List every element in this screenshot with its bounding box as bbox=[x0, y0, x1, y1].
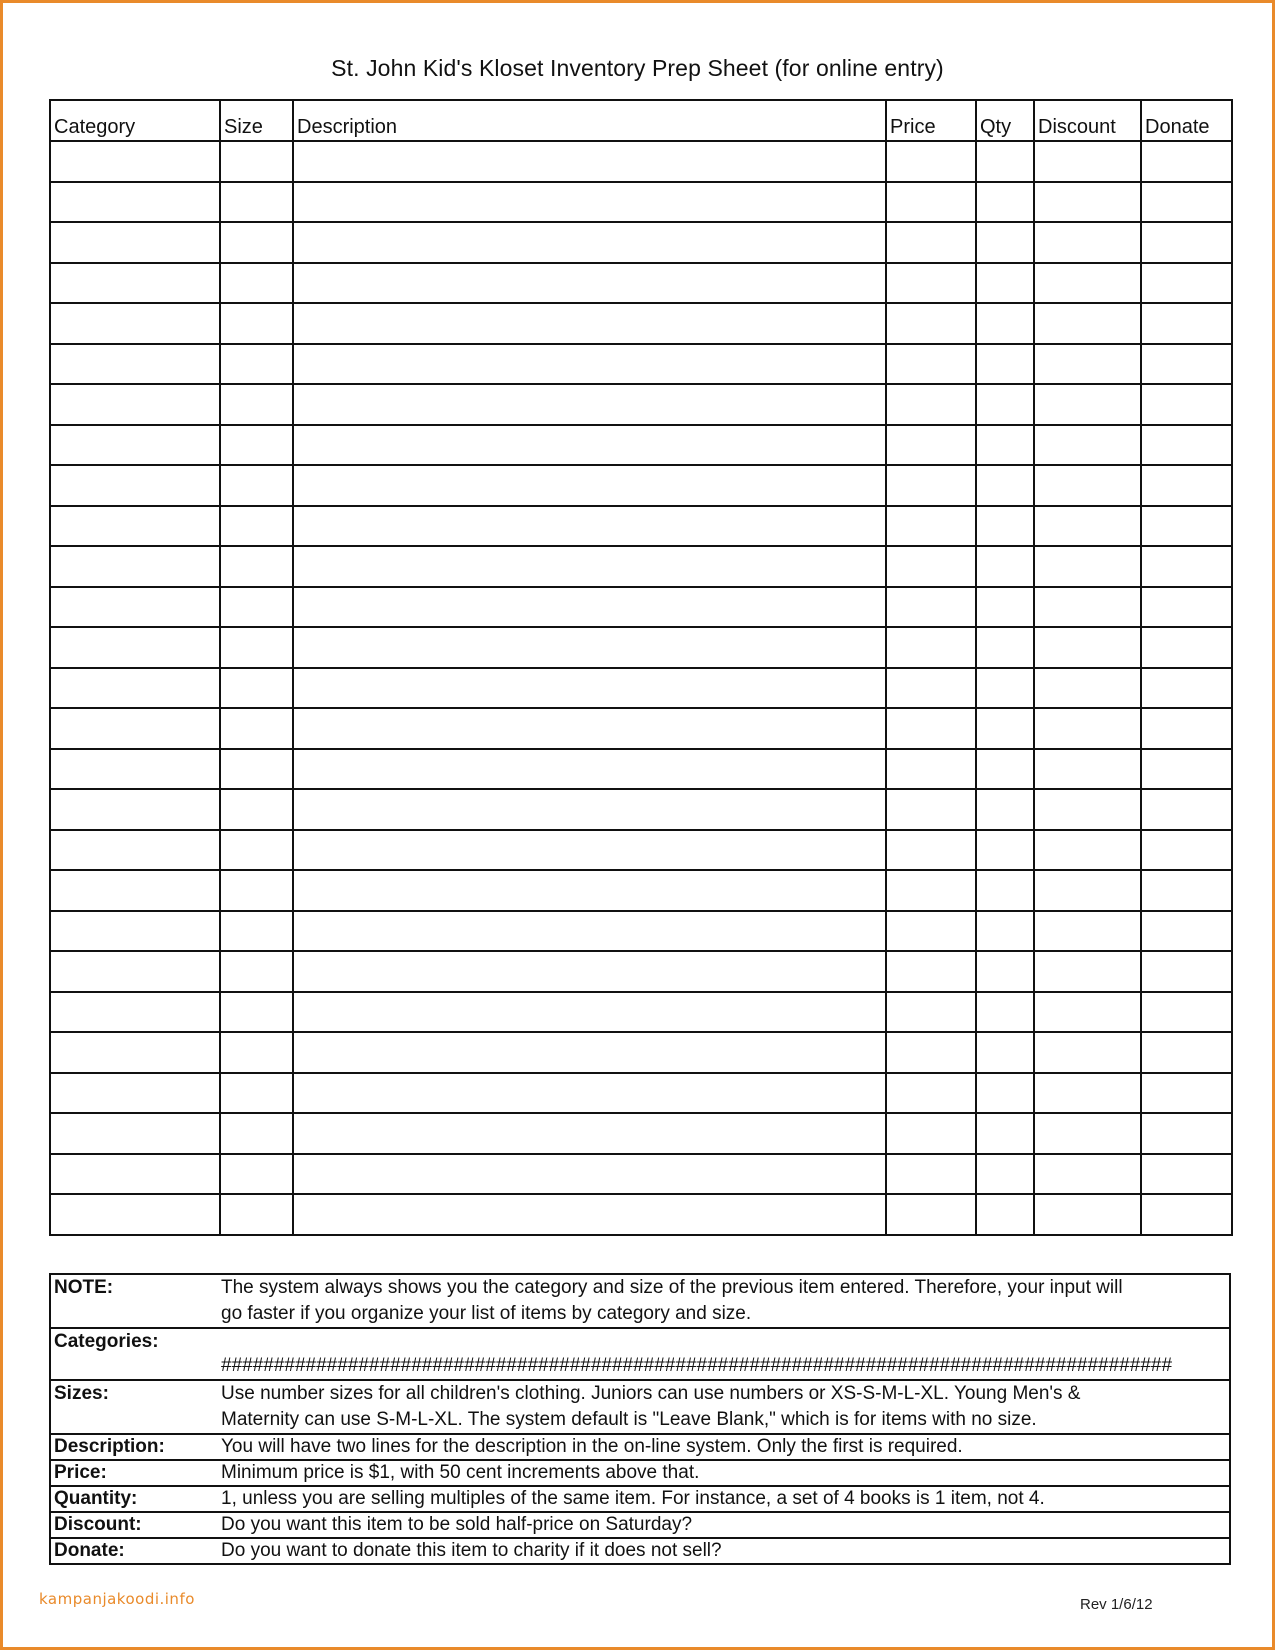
inventory-row bbox=[50, 1194, 1232, 1235]
inventory-cell-donate[interactable] bbox=[1141, 1032, 1232, 1073]
inventory-cell-qty[interactable] bbox=[976, 425, 1034, 466]
inventory-cell-category[interactable] bbox=[50, 344, 220, 385]
inventory-cell-price[interactable] bbox=[886, 222, 976, 263]
inventory-cell-category[interactable] bbox=[50, 465, 220, 506]
inventory-rows bbox=[50, 141, 1232, 1235]
inventory-cell-size[interactable] bbox=[220, 1154, 293, 1195]
inventory-cell-price[interactable] bbox=[886, 830, 976, 871]
donate-label: Donate: bbox=[50, 1538, 218, 1564]
inventory-cell-description[interactable] bbox=[293, 465, 886, 506]
inventory-cell-price[interactable] bbox=[886, 1073, 976, 1114]
inventory-cell-discount[interactable] bbox=[1034, 465, 1141, 506]
inventory-cell-size[interactable] bbox=[220, 1194, 293, 1235]
inventory-cell-size[interactable] bbox=[220, 222, 293, 263]
inventory-row bbox=[50, 911, 1232, 952]
inventory-cell-size[interactable] bbox=[220, 546, 293, 587]
inventory-row bbox=[50, 708, 1232, 749]
inventory-cell-price[interactable] bbox=[886, 749, 976, 790]
column-header-category: Category bbox=[50, 100, 220, 141]
inventory-cell-size[interactable] bbox=[220, 789, 293, 830]
inventory-cell-price[interactable] bbox=[886, 587, 976, 628]
inventory-cell-donate[interactable] bbox=[1141, 141, 1232, 182]
inventory-row bbox=[50, 587, 1232, 628]
notes-table bbox=[49, 1273, 1231, 1565]
inventory-cell-description[interactable] bbox=[293, 384, 886, 425]
inventory-cell-qty[interactable] bbox=[976, 992, 1034, 1033]
inventory-cell-description[interactable] bbox=[293, 1032, 886, 1073]
inventory-cell-donate[interactable] bbox=[1141, 627, 1232, 668]
description-text: You will have two lines for the description in the on-line system. Only the first is required. bbox=[218, 1434, 1230, 1460]
inventory-row bbox=[50, 182, 1232, 223]
inventory-cell-category[interactable] bbox=[50, 1113, 220, 1154]
inventory-cell-size[interactable] bbox=[220, 749, 293, 790]
inventory-cell-description[interactable] bbox=[293, 992, 886, 1033]
inventory-cell-discount[interactable] bbox=[1034, 1194, 1141, 1235]
inventory-cell-size[interactable] bbox=[220, 992, 293, 1033]
inventory-cell-donate[interactable] bbox=[1141, 546, 1232, 587]
inventory-cell-price[interactable] bbox=[886, 425, 976, 466]
inventory-cell-donate[interactable] bbox=[1141, 506, 1232, 547]
inventory-cell-donate[interactable] bbox=[1141, 222, 1232, 263]
price-text: Minimum price is $1, with 50 cent increments above that. bbox=[218, 1460, 1230, 1486]
inventory-row bbox=[50, 141, 1232, 182]
quantity-label: Quantity: bbox=[50, 1486, 218, 1512]
inventory-cell-price[interactable] bbox=[886, 384, 976, 425]
column-header-donate: Donate bbox=[1141, 100, 1232, 141]
inventory-cell-category[interactable] bbox=[50, 222, 220, 263]
inventory-cell-price[interactable] bbox=[886, 506, 976, 547]
inventory-cell-description[interactable] bbox=[293, 1113, 886, 1154]
inventory-row bbox=[50, 1113, 1232, 1154]
inventory-cell-discount[interactable] bbox=[1034, 749, 1141, 790]
inventory-cell-discount[interactable] bbox=[1034, 182, 1141, 223]
sizes-text bbox=[218, 1380, 1230, 1434]
inventory-cell-price[interactable] bbox=[886, 789, 976, 830]
inventory-row bbox=[50, 992, 1232, 1033]
page-title: St. John Kid's Kloset Inventory Prep Sheet (for online entry) bbox=[331, 55, 944, 81]
inventory-cell-description[interactable] bbox=[293, 911, 886, 952]
note-row-donate bbox=[50, 1538, 1230, 1564]
inventory-cell-discount[interactable] bbox=[1034, 1073, 1141, 1114]
inventory-cell-donate[interactable] bbox=[1141, 830, 1232, 871]
inventory-cell-discount[interactable] bbox=[1034, 344, 1141, 385]
inventory-cell-qty[interactable] bbox=[976, 1194, 1034, 1235]
categories-label: Categories: bbox=[50, 1328, 218, 1380]
inventory-cell-category[interactable] bbox=[50, 587, 220, 628]
inventory-header-row bbox=[50, 100, 1232, 141]
inventory-cell-qty[interactable] bbox=[976, 708, 1034, 749]
note-label: NOTE: bbox=[50, 1274, 218, 1328]
inventory-cell-category[interactable] bbox=[50, 992, 220, 1033]
inventory-cell-donate[interactable] bbox=[1141, 587, 1232, 628]
inventory-cell-price[interactable] bbox=[886, 992, 976, 1033]
inventory-cell-donate[interactable] bbox=[1141, 708, 1232, 749]
inventory-cell-discount[interactable] bbox=[1034, 141, 1141, 182]
inventory-table bbox=[49, 99, 1233, 1236]
inventory-cell-description[interactable] bbox=[293, 587, 886, 628]
inventory-cell-size[interactable] bbox=[220, 627, 293, 668]
inventory-cell-size[interactable] bbox=[220, 1032, 293, 1073]
inventory-cell-qty[interactable] bbox=[976, 344, 1034, 385]
inventory-cell-discount[interactable] bbox=[1034, 789, 1141, 830]
inventory-row bbox=[50, 546, 1232, 587]
categories-text bbox=[218, 1328, 1230, 1380]
inventory-cell-qty[interactable] bbox=[976, 1032, 1034, 1073]
inventory-cell-size[interactable] bbox=[220, 668, 293, 709]
inventory-cell-size[interactable] bbox=[220, 141, 293, 182]
inventory-cell-description[interactable] bbox=[293, 951, 886, 992]
inventory-cell-description[interactable] bbox=[293, 627, 886, 668]
inventory-cell-price[interactable] bbox=[886, 303, 976, 344]
inventory-cell-category[interactable] bbox=[50, 263, 220, 304]
inventory-cell-description[interactable] bbox=[293, 425, 886, 466]
inventory-row bbox=[50, 263, 1232, 304]
inventory-row bbox=[50, 1154, 1232, 1195]
inventory-cell-donate[interactable] bbox=[1141, 789, 1232, 830]
inventory-cell-qty[interactable] bbox=[976, 1113, 1034, 1154]
inventory-cell-description[interactable] bbox=[293, 182, 886, 223]
inventory-cell-qty[interactable] bbox=[976, 749, 1034, 790]
inventory-cell-donate[interactable] bbox=[1141, 749, 1232, 790]
inventory-cell-description[interactable] bbox=[293, 668, 886, 709]
inventory-row bbox=[50, 506, 1232, 547]
note-row-quantity bbox=[50, 1486, 1230, 1512]
price-label: Price: bbox=[50, 1460, 218, 1486]
inventory-cell-discount[interactable] bbox=[1034, 708, 1141, 749]
inventory-cell-category[interactable] bbox=[50, 1154, 220, 1195]
inventory-cell-description[interactable] bbox=[293, 263, 886, 304]
inventory-cell-category[interactable] bbox=[50, 506, 220, 547]
inventory-cell-size[interactable] bbox=[220, 1073, 293, 1114]
inventory-cell-size[interactable] bbox=[220, 587, 293, 628]
inventory-cell-qty[interactable] bbox=[976, 506, 1034, 547]
inventory-cell-discount[interactable] bbox=[1034, 1154, 1141, 1195]
inventory-cell-donate[interactable] bbox=[1141, 465, 1232, 506]
inventory-row bbox=[50, 951, 1232, 992]
inventory-cell-qty[interactable] bbox=[976, 627, 1034, 668]
inventory-cell-qty[interactable] bbox=[976, 870, 1034, 911]
inventory-cell-qty[interactable] bbox=[976, 668, 1034, 709]
inventory-cell-category[interactable] bbox=[50, 627, 220, 668]
inventory-cell-size[interactable] bbox=[220, 870, 293, 911]
inventory-cell-discount[interactable] bbox=[1034, 587, 1141, 628]
inventory-cell-discount[interactable] bbox=[1034, 384, 1141, 425]
inventory-cell-price[interactable] bbox=[886, 182, 976, 223]
inventory-row bbox=[50, 789, 1232, 830]
inventory-cell-size[interactable] bbox=[220, 303, 293, 344]
inventory-cell-size[interactable] bbox=[220, 344, 293, 385]
inventory-cell-donate[interactable] bbox=[1141, 384, 1232, 425]
inventory-cell-qty[interactable] bbox=[976, 911, 1034, 952]
note-text bbox=[218, 1274, 1230, 1328]
inventory-cell-description[interactable] bbox=[293, 830, 886, 871]
inventory-row bbox=[50, 830, 1232, 871]
inventory-cell-price[interactable] bbox=[886, 1113, 976, 1154]
inventory-cell-discount[interactable] bbox=[1034, 222, 1141, 263]
inventory-cell-size[interactable] bbox=[220, 708, 293, 749]
inventory-cell-size[interactable] bbox=[220, 506, 293, 547]
column-header-size: Size bbox=[220, 100, 293, 141]
inventory-cell-description[interactable] bbox=[293, 506, 886, 547]
inventory-cell-qty[interactable] bbox=[976, 465, 1034, 506]
inventory-cell-description[interactable] bbox=[293, 789, 886, 830]
inventory-cell-description[interactable] bbox=[293, 708, 886, 749]
inventory-cell-description[interactable] bbox=[293, 870, 886, 911]
inventory-cell-price[interactable] bbox=[886, 1154, 976, 1195]
inventory-cell-price[interactable] bbox=[886, 263, 976, 304]
inventory-cell-discount[interactable] bbox=[1034, 911, 1141, 952]
note-text-line: The system always shows you the category and size of the previous item entered. Therefore, your input will bbox=[221, 1277, 1123, 1298]
inventory-cell-donate[interactable] bbox=[1141, 911, 1232, 952]
inventory-cell-category[interactable] bbox=[50, 911, 220, 952]
discount-label: Discount: bbox=[50, 1512, 218, 1538]
inventory-cell-category[interactable] bbox=[50, 1032, 220, 1073]
inventory-cell-price[interactable] bbox=[886, 911, 976, 952]
inventory-cell-size[interactable] bbox=[220, 263, 293, 304]
inventory-cell-size[interactable] bbox=[220, 384, 293, 425]
inventory-cell-qty[interactable] bbox=[976, 222, 1034, 263]
inventory-cell-discount[interactable] bbox=[1034, 425, 1141, 466]
column-header-description: Description bbox=[293, 100, 886, 141]
inventory-cell-category[interactable] bbox=[50, 182, 220, 223]
inventory-cell-donate[interactable] bbox=[1141, 1113, 1232, 1154]
inventory-row bbox=[50, 1032, 1232, 1073]
inventory-cell-price[interactable] bbox=[886, 465, 976, 506]
inventory-cell-qty[interactable] bbox=[976, 546, 1034, 587]
inventory-cell-donate[interactable] bbox=[1141, 263, 1232, 304]
inventory-cell-donate[interactable] bbox=[1141, 344, 1232, 385]
note-row-description bbox=[50, 1434, 1230, 1460]
description-label: Description: bbox=[50, 1434, 218, 1460]
inventory-cell-discount[interactable] bbox=[1034, 506, 1141, 547]
inventory-cell-donate[interactable] bbox=[1141, 870, 1232, 911]
inventory-cell-size[interactable] bbox=[220, 182, 293, 223]
inventory-cell-description[interactable] bbox=[293, 1154, 886, 1195]
inventory-row bbox=[50, 384, 1232, 425]
revision-label: Rev 1/6/12 bbox=[1080, 1596, 1153, 1613]
inventory-cell-price[interactable] bbox=[886, 344, 976, 385]
inventory-cell-size[interactable] bbox=[220, 1113, 293, 1154]
inventory-cell-category[interactable] bbox=[50, 141, 220, 182]
inventory-row bbox=[50, 668, 1232, 709]
inventory-cell-qty[interactable] bbox=[976, 830, 1034, 871]
inventory-cell-discount[interactable] bbox=[1034, 992, 1141, 1033]
inventory-cell-qty[interactable] bbox=[976, 303, 1034, 344]
inventory-cell-price[interactable] bbox=[886, 668, 976, 709]
column-header-qty: Qty bbox=[976, 100, 1034, 141]
inventory-cell-donate[interactable] bbox=[1141, 1194, 1232, 1235]
inventory-cell-price[interactable] bbox=[886, 870, 976, 911]
inventory-cell-category[interactable] bbox=[50, 708, 220, 749]
inventory-cell-description[interactable] bbox=[293, 1073, 886, 1114]
inventory-cell-donate[interactable] bbox=[1141, 992, 1232, 1033]
quantity-text: 1, unless you are selling multiples of the same item. For instance, a set of 4 books is 1 item, not 4. bbox=[218, 1486, 1230, 1512]
inventory-cell-description[interactable] bbox=[293, 546, 886, 587]
inventory-cell-donate[interactable] bbox=[1141, 425, 1232, 466]
inventory-cell-price[interactable] bbox=[886, 141, 976, 182]
inventory-cell-size[interactable] bbox=[220, 425, 293, 466]
inventory-cell-qty[interactable] bbox=[976, 789, 1034, 830]
inventory-cell-price[interactable] bbox=[886, 708, 976, 749]
inventory-cell-category[interactable] bbox=[50, 668, 220, 709]
categories-overflow-text: ########################################################################################## bbox=[221, 1355, 1173, 1376]
inventory-row bbox=[50, 425, 1232, 466]
inventory-cell-donate[interactable] bbox=[1141, 668, 1232, 709]
inventory-cell-price[interactable] bbox=[886, 951, 976, 992]
column-header-discount: Discount bbox=[1034, 100, 1141, 141]
inventory-cell-donate[interactable] bbox=[1141, 303, 1232, 344]
inventory-cell-donate[interactable] bbox=[1141, 182, 1232, 223]
inventory-row bbox=[50, 627, 1232, 668]
inventory-cell-category[interactable] bbox=[50, 384, 220, 425]
inventory-cell-size[interactable] bbox=[220, 951, 293, 992]
inventory-cell-price[interactable] bbox=[886, 546, 976, 587]
inventory-row bbox=[50, 303, 1232, 344]
inventory-cell-discount[interactable] bbox=[1034, 303, 1141, 344]
note-row-note bbox=[50, 1274, 1230, 1328]
inventory-row bbox=[50, 465, 1232, 506]
inventory-cell-price[interactable] bbox=[886, 1032, 976, 1073]
inventory-cell-description[interactable] bbox=[293, 749, 886, 790]
inventory-cell-qty[interactable] bbox=[976, 951, 1034, 992]
inventory-cell-size[interactable] bbox=[220, 911, 293, 952]
inventory-cell-discount[interactable] bbox=[1034, 546, 1141, 587]
inventory-cell-size[interactable] bbox=[220, 465, 293, 506]
inventory-cell-category[interactable] bbox=[50, 1073, 220, 1114]
inventory-cell-discount[interactable] bbox=[1034, 263, 1141, 304]
inventory-cell-qty[interactable] bbox=[976, 1154, 1034, 1195]
inventory-cell-description[interactable] bbox=[293, 1194, 886, 1235]
inventory-cell-price[interactable] bbox=[886, 627, 976, 668]
inventory-cell-category[interactable] bbox=[50, 303, 220, 344]
inventory-cell-donate[interactable] bbox=[1141, 951, 1232, 992]
donate-text: Do you want to donate this item to charity if it does not sell? bbox=[218, 1538, 1230, 1564]
inventory-row bbox=[50, 870, 1232, 911]
inventory-cell-discount[interactable] bbox=[1034, 830, 1141, 871]
inventory-cell-donate[interactable] bbox=[1141, 1154, 1232, 1195]
inventory-cell-description[interactable] bbox=[293, 344, 886, 385]
watermark: kampanjakoodi.info bbox=[39, 1590, 195, 1608]
inventory-cell-category[interactable] bbox=[50, 749, 220, 790]
sizes-text-line: Use number sizes for all children's clothing. Juniors can use numbers or XS-S-M-L-XL. Young Men's & bbox=[221, 1383, 1081, 1404]
inventory-cell-category[interactable] bbox=[50, 789, 220, 830]
note-row-discount bbox=[50, 1512, 1230, 1538]
note-row-categories bbox=[50, 1328, 1230, 1380]
inventory-cell-category[interactable] bbox=[50, 425, 220, 466]
inventory-cell-qty[interactable] bbox=[976, 182, 1034, 223]
inventory-cell-category[interactable] bbox=[50, 1194, 220, 1235]
note-row-price bbox=[50, 1460, 1230, 1486]
sizes-label: Sizes: bbox=[50, 1380, 218, 1434]
discount-text: Do you want this item to be sold half-price on Saturday? bbox=[218, 1512, 1230, 1538]
inventory-cell-description[interactable] bbox=[293, 222, 886, 263]
inventory-cell-category[interactable] bbox=[50, 546, 220, 587]
inventory-cell-discount[interactable] bbox=[1034, 951, 1141, 992]
inventory-cell-discount[interactable] bbox=[1034, 668, 1141, 709]
inventory-cell-donate[interactable] bbox=[1141, 1073, 1232, 1114]
inventory-cell-qty[interactable] bbox=[976, 587, 1034, 628]
column-header-price: Price bbox=[886, 100, 976, 141]
inventory-cell-price[interactable] bbox=[886, 1194, 976, 1235]
sizes-text-line: Maternity can use S-M-L-XL. The system default is "Leave Blank," which is for items with no size. bbox=[221, 1409, 1037, 1430]
inventory-cell-category[interactable] bbox=[50, 870, 220, 911]
inventory-cell-discount[interactable] bbox=[1034, 627, 1141, 668]
note-text-line: go faster if you organize your list of items by category and size. bbox=[221, 1303, 752, 1324]
inventory-cell-size[interactable] bbox=[220, 830, 293, 871]
inventory-cell-discount[interactable] bbox=[1034, 1032, 1141, 1073]
inventory-cell-description[interactable] bbox=[293, 141, 886, 182]
inventory-cell-discount[interactable] bbox=[1034, 1113, 1141, 1154]
inventory-cell-qty[interactable] bbox=[976, 1073, 1034, 1114]
inventory-cell-discount[interactable] bbox=[1034, 870, 1141, 911]
inventory-row bbox=[50, 1073, 1232, 1114]
inventory-cell-qty[interactable] bbox=[976, 141, 1034, 182]
inventory-row bbox=[50, 222, 1232, 263]
inventory-row bbox=[50, 749, 1232, 790]
inventory-cell-category[interactable] bbox=[50, 830, 220, 871]
inventory-cell-category[interactable] bbox=[50, 951, 220, 992]
inventory-cell-qty[interactable] bbox=[976, 263, 1034, 304]
inventory-row bbox=[50, 344, 1232, 385]
note-row-sizes bbox=[50, 1380, 1230, 1434]
inventory-cell-qty[interactable] bbox=[976, 384, 1034, 425]
inventory-cell-description[interactable] bbox=[293, 303, 886, 344]
